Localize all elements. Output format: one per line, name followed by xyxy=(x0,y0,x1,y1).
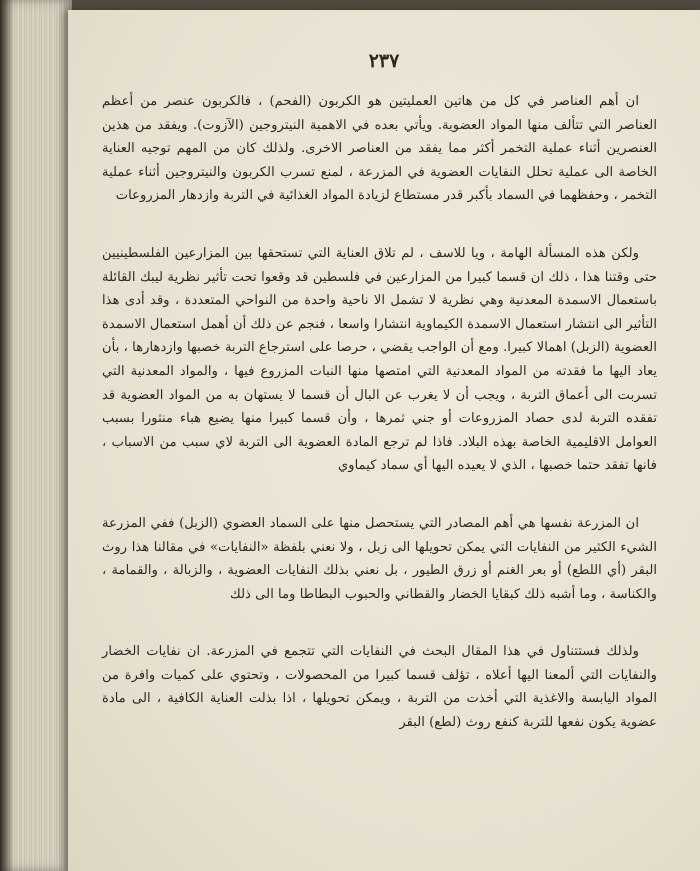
body-text xyxy=(102,90,657,735)
paragraph-4: ولذلك فستتناول في هذا المقال البحث في النفايات التي تتجمع في المزرعة. ان نفايات الخضار والنفايات التي ألمعنا اليها أعلاه ، تؤلف قسما كبيرا من المحصولات ، وتحتوي على كميات وافرة من المواد اليابسة والاغذية التي أخذت من التربة ، ويمكن تحويلها ، اذا بذلت العناية الكافية ، الى مادة عضوية يكون نفعها للتربة كنفع روث (لطع) البقر xyxy=(102,644,657,731)
paragraph-3: ان المزرعة نفسها هي أهم المصادر التي يستحصل منها على السماد العضوي (الزبل) ففي المزرعة الشيء الكثير من النفايات التي يمكن تحويلها الى زبل ، ولا نعني بلفظة «النفايات» في مقالنا هذا روث البقر (أي اللطع) أو بعر الغنم أو زرق الطيور ، بل نعني بذلك النفايات العضوية ، والزبالة ، والقمامة ، والكناسة ، وما أشبه ذلك كبقايا الخضار والقطاني والحبوب البطاطا وما الى ذلك xyxy=(102,515,657,602)
spine-shadow xyxy=(0,0,14,871)
paragraph-2: ولكن هذه المسألة الهامة ، ويا للاسف ، لم تلاق العناية التي تستحقها بين المزارعين الفلسطينيين حتى وقتنا هذا ، ذلك ان قسما كبيرا من المزارعين في فلسطين قد وقعوا تحت تأثير نظرية ليبك القائلة باستعمال الاسمدة المعدنية وهي نظرية لا تشمل الا ناحية واحدة من النواحي المتعددة ، وقد أدى هذا التأثير الى انتشار استعمال الاسمدة الكيماوية انتشارا واسعا ، فنجم عن ذلك أن أهمل استعمال الاسمدة العضوية (الزبل) اهمالا كبيرا. ومع أن الواجب يقضي ، حرصا على استرجاع التربة خصبها وازدهارها ، بأن يعاد اليها ما فقدته من المواد المعدنية التي امتصها منها النبات المزروع فيها ، والمواد المعدنية التي تسربت الى أعماق التربة ، ويجب أن لا يغرب عن البال أن قسما لا يستهان به من المواد العضوية قد تفقده التربة لدى حصاد المزروعات أو جني ثمرها ، وأن قسما كبيرا منها يضيع هباء منثورا بسبب العوامل الاقليمية الخاصة بهذه البلاد. فاذا لم ترجع المادة العضوية الى التربة لاي سبب من الاسباب ، فانها تفقد حتما خصبها ، الذي لا يعيده اليها أي سماد كيماوي xyxy=(102,245,657,474)
book-page xyxy=(68,10,700,871)
page-number: ٢٣٧ xyxy=(368,50,400,72)
paragraph-1: ان أهم العناصر في كل من هاتين العمليتين هو الكربون (الفحم) ، فالكربون عنصر من أعظم العناصر التي تتألف منها المواد العضوية. ويأتي بعده في الاهمية النيتروجين (الآزوت). ويفقد من هذين العنصرين أثناء عملية التخمر أكثر مما يفقد من العناصر الاخرى. ولذلك كان من المهم توجيه العناية الخاصة الى عملية تحلل النفايات العضوية في المزرعة ، لمنع تسرب الكربون والنيتروجين أثناء عملية التخمر ، وحفظهما في السماد بأكبر قدر مستطاع لزيادة المواد الغذائية في التربة وازدهار المزروعات xyxy=(102,94,657,204)
